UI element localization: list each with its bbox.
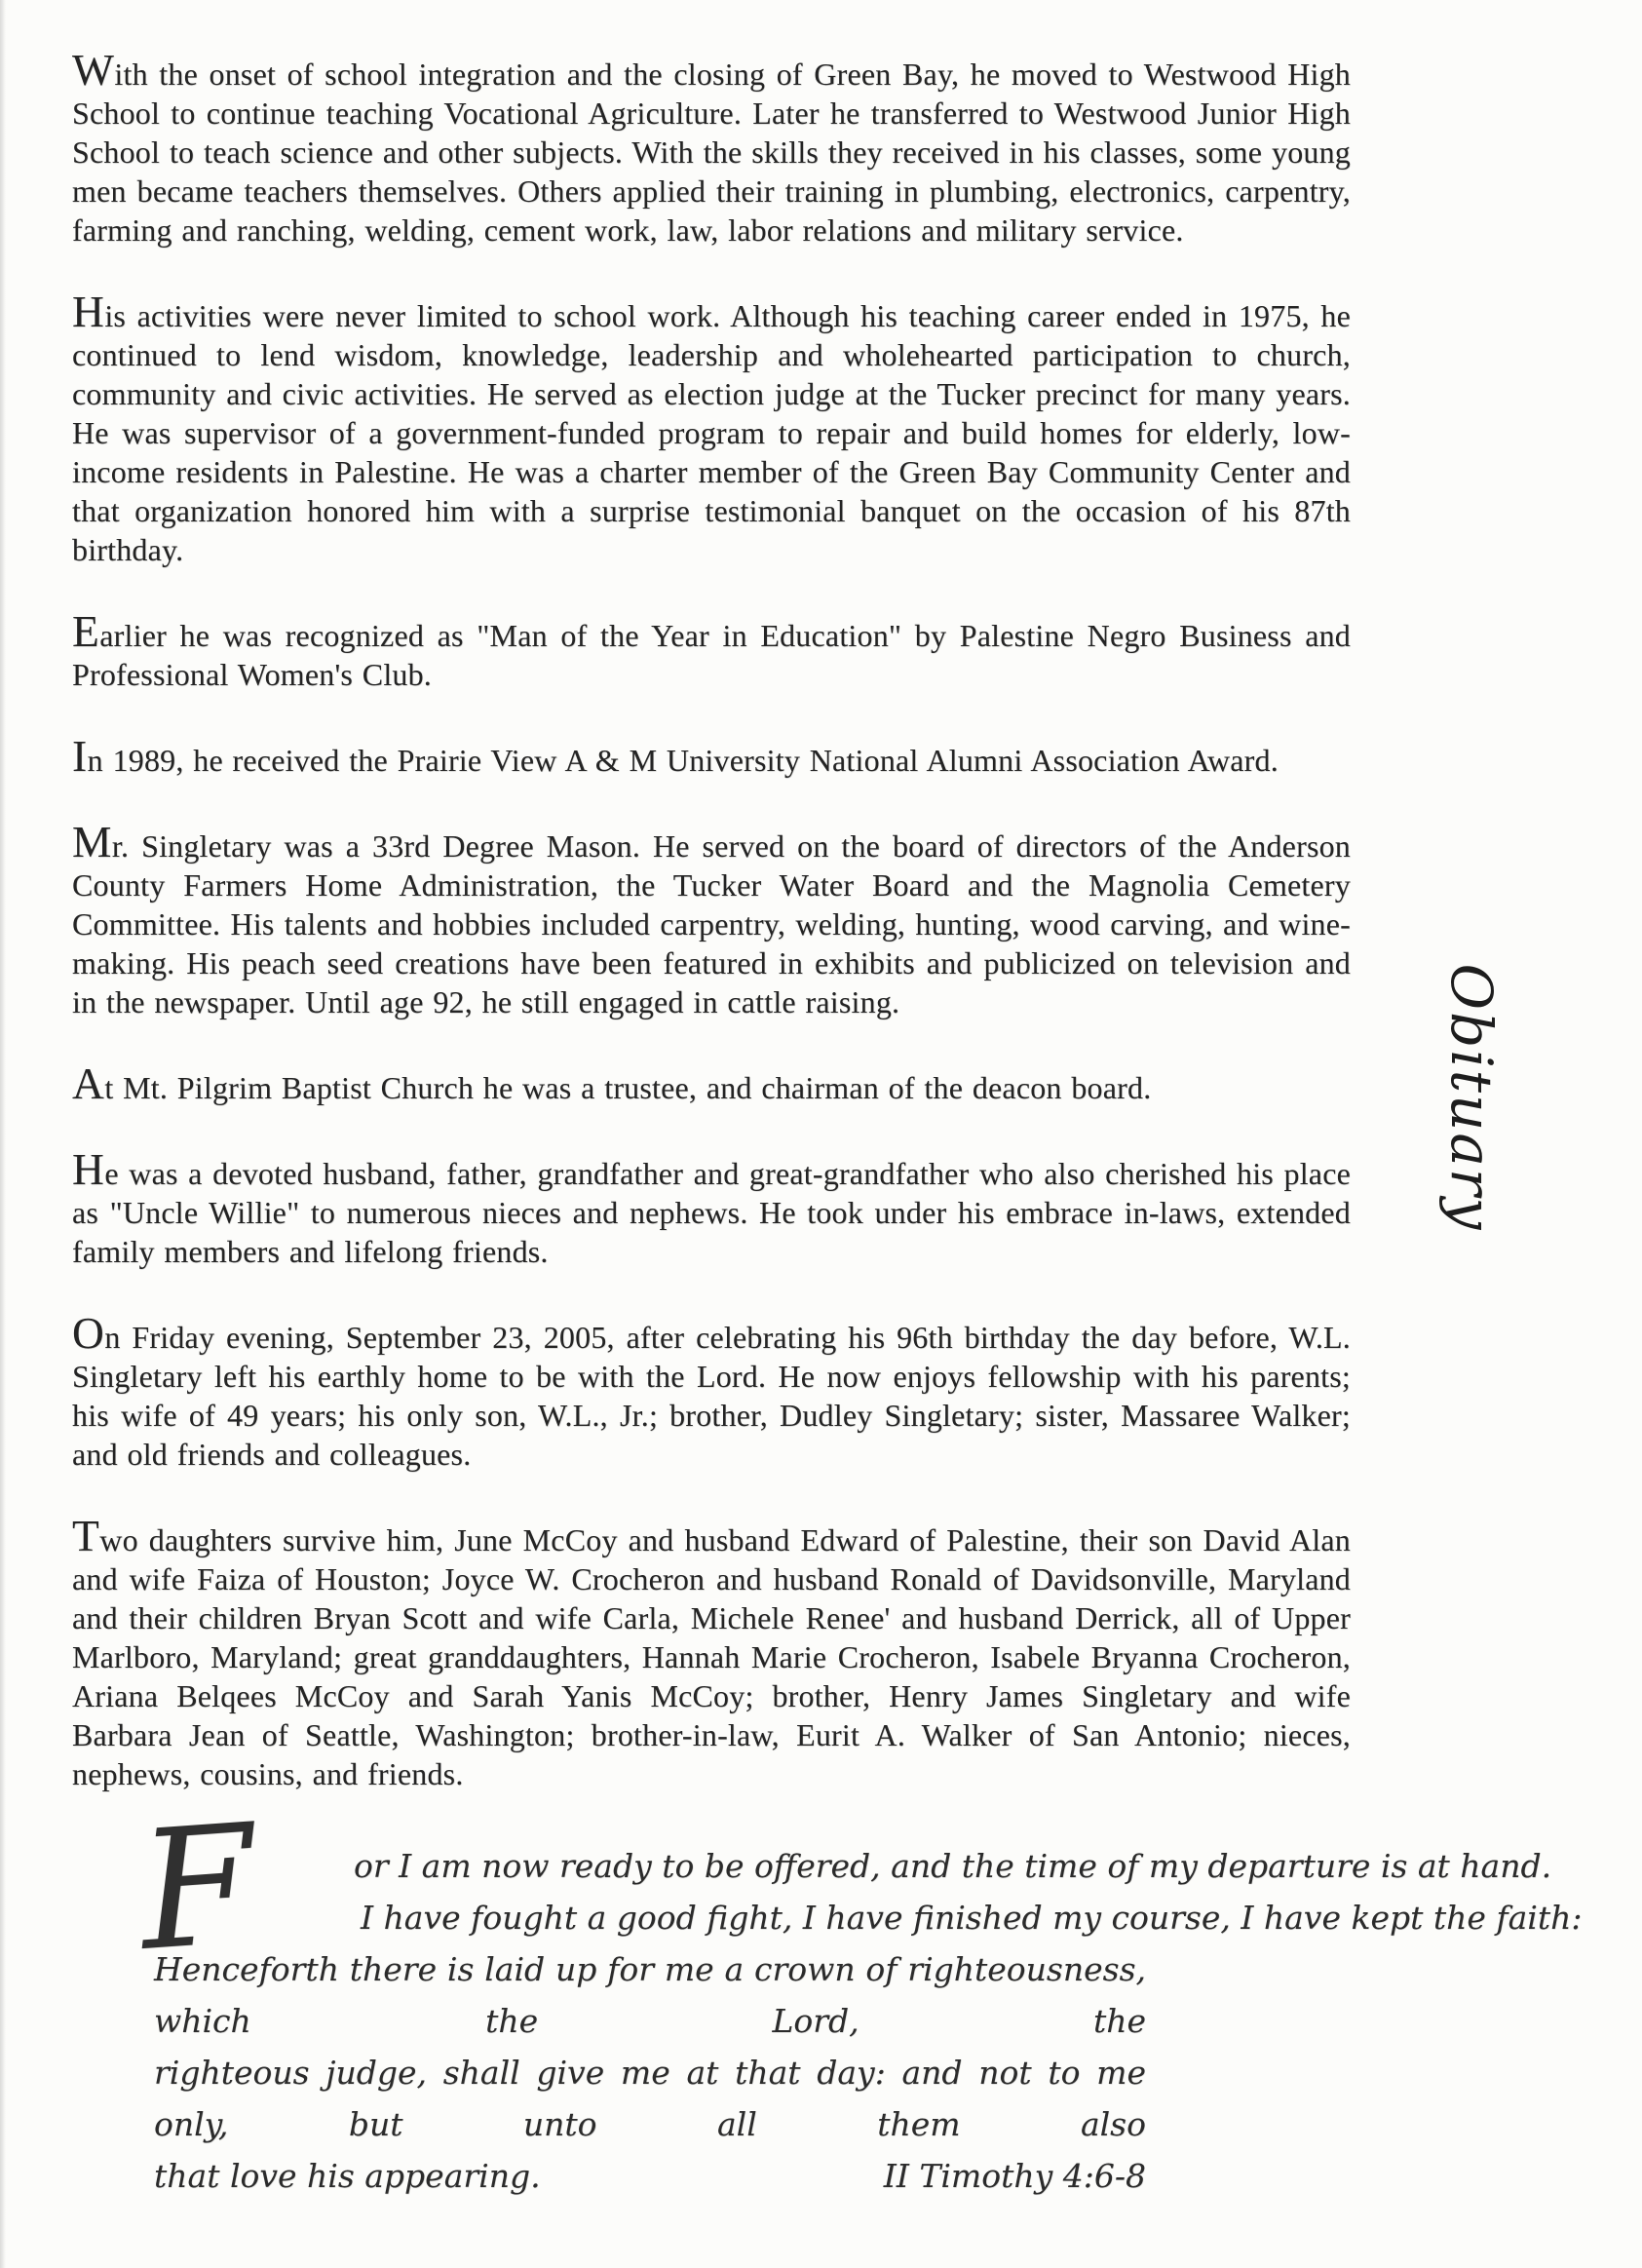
scripture-line: Henceforth there is laid up for me a crown of righteousness, which the Lord, the xyxy=(154,1950,1146,2040)
scripture-line-text: that love his appearing. xyxy=(154,2157,541,2195)
paragraph-initial: O xyxy=(72,1309,105,1358)
scripture-line: righteous judge, shall give me at that day: and not to me only, but unto all them also xyxy=(154,2054,1146,2143)
paragraph-church-roles xyxy=(72,1059,1351,1108)
paragraph-text: n 1989, he received the Prairie View A & M University National Alumni Association Award. xyxy=(87,743,1279,778)
scan-edge-artifact xyxy=(0,0,6,2268)
paragraph-initial: W xyxy=(72,46,115,95)
paragraph-school-integration xyxy=(72,46,1351,250)
paragraph-mason-hobbies xyxy=(72,818,1351,1021)
paragraph-activities xyxy=(72,288,1351,569)
scripture-line: I have fought a good fight, I have finished my course, I have kept the faith: xyxy=(361,1899,1583,1937)
paragraph-text: wo daughters survive him, June McCoy and husband Edward of Palestine, their son David Alan and wife Faiza of Houston; Joyce W. Crocheron and husband Ronald of Davidsonville, Maryland and their children Bryan Scott and wife Carla, Michele Renee' and husband Derrick, all of Upper Marlboro, Maryland; great granddaughters, Hannah Marie Crocheron, Isabele Bryanna Crocheron, Ariana Belqees McCoy and Sarah Yanis McCoy; brother, Henry James Singletary and wife Barbara Jean of Seattle, Washington; brother-in-law, Eurit A. Walker of San Antonio; nieces, nephews, cousins, and friends. xyxy=(72,1522,1351,1791)
paragraph-man-of-the-year xyxy=(72,607,1351,694)
obituary-side-label: Obituary xyxy=(1438,963,1505,1232)
paragraph-passing xyxy=(72,1309,1351,1474)
paragraph-text: arlier he was recognized as "Man of the Year in Education" by Palestine Negro Business and Professional Women's Club. xyxy=(72,618,1351,692)
paragraph-text: n Friday evening, September 23, 2005, after celebrating his 96th birthday the day before, W.L. Singletary left his earthly home to be with the Lord. He now enjoys fellowship with his parents; his wife of 49 years; his only son, W.L., Jr.; brother, Dudley Singletary; sister, Massaree Walker; and old friends and colleagues. xyxy=(72,1320,1351,1472)
scripture-quote xyxy=(134,1788,1583,2202)
scripture-closing-line xyxy=(154,2150,1146,2202)
paragraph-initial: M xyxy=(72,818,112,866)
paragraph-initial: E xyxy=(72,607,100,656)
scripture-line: or I am now ready to be offered, and the time of my departure is at hand. xyxy=(354,1847,1552,1885)
paragraph-initial: T xyxy=(72,1512,100,1560)
paragraph-devoted-family-man xyxy=(72,1145,1351,1271)
scripture-attribution: II Timothy 4:6-8 xyxy=(883,2157,1146,2195)
paragraph-alumni-award xyxy=(72,732,1351,781)
paragraph-text: t Mt. Pilgrim Baptist Church he was a trustee, and chairman of the deacon board. xyxy=(104,1070,1152,1105)
paragraph-text: e was a devoted husband, father, grandfather and great-grandfather who also cherished his place as "Uncle Willie" to numerous nieces and nephews. He took under his embrace in-laws, extended family members and lifelong friends. xyxy=(72,1156,1351,1269)
paragraph-initial: H xyxy=(72,1145,105,1194)
paragraph-initial: I xyxy=(72,732,88,781)
paragraph-initial: H xyxy=(72,288,105,336)
obituary-body-text xyxy=(72,46,1351,1840)
ornate-drop-cap-initial: F xyxy=(134,1788,261,1987)
paragraph-text: ith the onset of school integration and the closing of Green Bay, he moved to Westwood High School to continue teaching Vocational Agriculture. Later he transferred to Westwood Junior High School to teach science and other subjects. With the skills they received in his classes, some young men became teachers themselves. Others applied their training in plumbing, electronics, carpentry, farming and ranching, welding, cement work, law, labor relations and military service. xyxy=(72,57,1351,248)
paragraph-text: is activities were never limited to school work. Although his teaching career ended in 1975, he continued to lend wisdom, knowledge, leadership and wholehearted participation to church, community and civic activities. He served as election judge at the Tucker precinct for many years. He was supervisor of a government-funded program to repair and build homes for elderly, low-income residents in Palestine. He was a charter member of the Green Bay Community Center and that organization honored him with a surprise testimonial banquet on the occasion of his 87th birthday. xyxy=(72,298,1351,567)
paragraph-text: r. Singletary was a 33rd Degree Mason. He served on the board of directors of the Anderson County Farmers Home Administration, the Tucker Water Board and the Magnolia Cemetery Committee. His talents and hobbies included carpentry, welding, hunting, wood carving, and wine-making. His peach seed creations have been featured in exhibits and publicized on television and in the newspaper. Until age 92, he still engaged in cattle raising. xyxy=(72,828,1351,1019)
paragraph-initial: A xyxy=(72,1059,105,1108)
paragraph-survivors xyxy=(72,1512,1351,1793)
